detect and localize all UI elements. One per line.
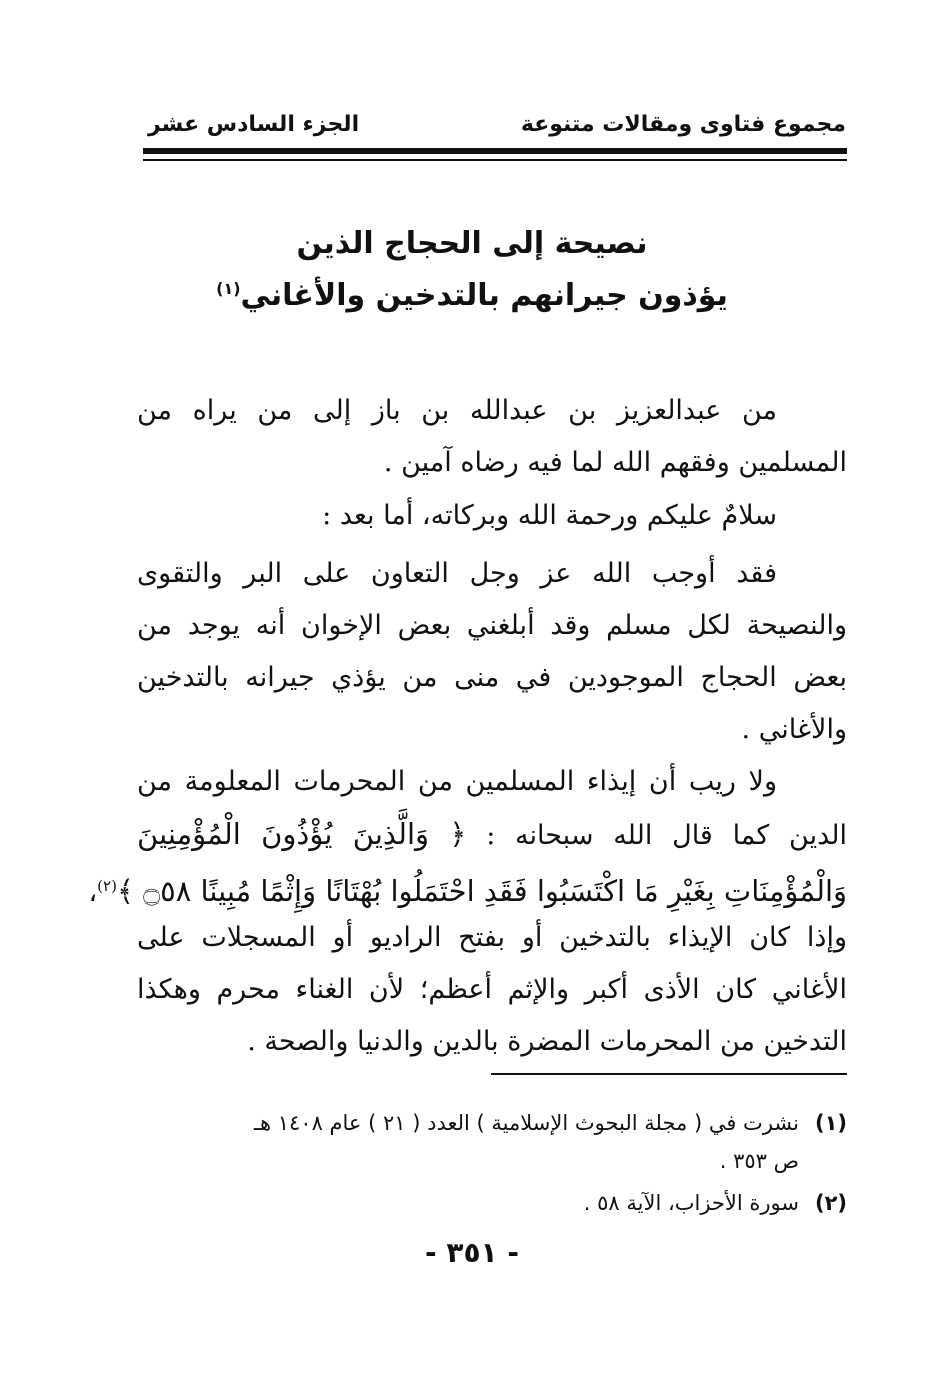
footnote-text: سورة الأحزاب، الآية ٥٨ . bbox=[583, 1191, 799, 1215]
paragraph-salutation bbox=[137, 385, 847, 489]
paragraph-line: المسلمين وفقهم الله لما فيه رضاه آمين . bbox=[383, 447, 847, 478]
paragraph-line: والنصيحة لكل مسلم وقد أبلغني بعض الإخوان أنه يوجد من bbox=[137, 610, 847, 641]
footnote-number: (١) bbox=[814, 1111, 847, 1135]
paragraph-line: ولا ريب أن إيذاء المسلمين من المحرمات المعلومة من bbox=[137, 766, 777, 797]
footnote-number: (٢) bbox=[814, 1191, 847, 1215]
footnote-1-continuation: ص ٣٥٣ . bbox=[719, 1149, 799, 1173]
title-line-2: يؤذون جيرانهم بالتدخين والأغاني$^{(١)}$ bbox=[216, 278, 728, 313]
paragraph-line: وإذا كان الإيذاء بالتدخين أو بفتح الراديو أو المسجلات على bbox=[137, 922, 847, 953]
paragraph-line: فقد أوجب الله عز وجل التعاون على البر والتقوى bbox=[137, 558, 777, 589]
footnote-separator bbox=[491, 1073, 847, 1075]
quran-verse-part-2: وَالْمُؤْمِنَاتِ بِغَيْرِ مَا اكْتَسَبُوا فَقَدِ احْتَمَلُوا بُهْتَانًا وَإِثْمًا مُبِينًا ۝٥٨ ﴾ bbox=[116, 874, 847, 908]
verse-footnote-ref: (٢) bbox=[97, 877, 117, 895]
quran-verse-line: وَالْمُؤْمِنَاتِ بِغَيْرِ مَا اكْتَسَبُوا فَقَدِ احْتَمَلُوا بُهْتَانًا وَإِثْمًا مُبِينًا ۝٥٨ ﴾$^{(٢)}$، bbox=[88, 874, 847, 908]
header-rule-thin bbox=[143, 159, 847, 161]
running-head-book-title: مجموع فتاوى ومقالات متنوعة bbox=[520, 112, 846, 137]
page-number: - ٣٥١ - bbox=[424, 1236, 520, 1269]
header-rule-thick bbox=[143, 148, 847, 154]
footnote-1 bbox=[254, 1104, 847, 1142]
footnote-2 bbox=[584, 1184, 847, 1222]
title-line-1: نصيحة إلى الحجاج الذين bbox=[296, 226, 648, 261]
paragraph-ruling bbox=[88, 756, 847, 1068]
footnote-text: نشرت في ( مجلة البحوث الإسلامية ) العدد ( ٢١ ) عام ١٤٠٨ هـ bbox=[253, 1111, 799, 1135]
title-footnote-ref: (١) bbox=[216, 279, 241, 298]
paragraph-greeting bbox=[137, 490, 847, 542]
paragraph-advice bbox=[137, 548, 847, 756]
running-head-volume: الجزء السادس عشر bbox=[148, 112, 360, 137]
paragraph-line: التدخين من المحرمات المضرة بالدين والدنيا والصحة . bbox=[247, 1026, 847, 1057]
paragraph-line: بعض الحجاج الموجودين في منى من يؤذي جيرانه بالتدخين bbox=[137, 662, 847, 693]
paragraph-line: الأغاني كان الأذى أكبر والإثم أعظم؛ لأن الغناء محرم وهكذا bbox=[137, 974, 847, 1005]
quran-verse-part-1: ﴿ وَالَّذِينَ يُؤْذُونَ الْمُؤْمِنِينَ bbox=[137, 817, 467, 851]
paragraph-line: من عبدالعزيز بن عبدالله بن باز إلى من يراه من bbox=[137, 395, 777, 426]
paragraph-line-with-verse: الدين كما قال الله سبحانه : ﴿ وَالَّذِينَ يُؤْذُونَ الْمُؤْمِنِينَ bbox=[137, 817, 847, 851]
paragraph-line: والأغاني . bbox=[741, 714, 847, 745]
paragraph-line: سلامٌ عليكم ورحمة الله وبركاته، أما بعد : bbox=[322, 500, 777, 531]
